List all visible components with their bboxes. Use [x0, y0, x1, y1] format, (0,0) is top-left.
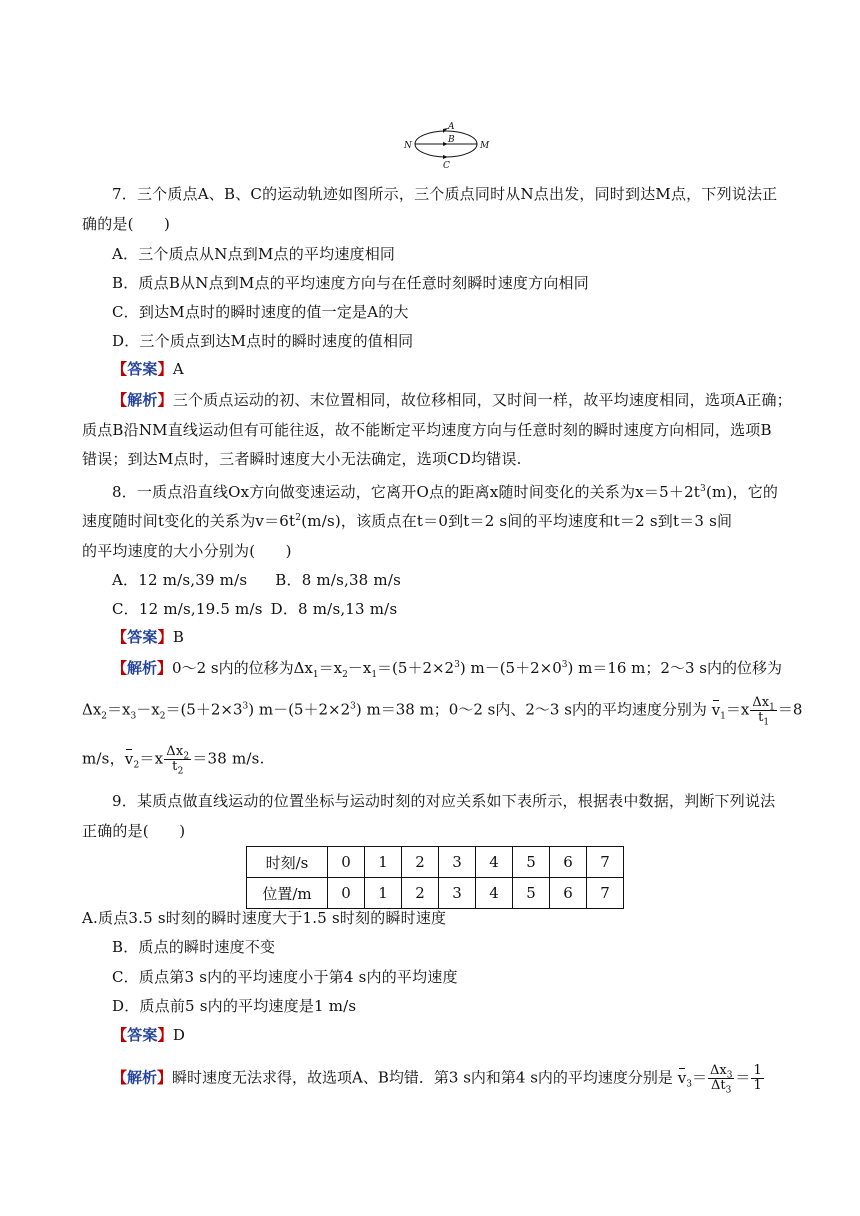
answer-tag: 【答案】 [112, 360, 173, 378]
table-cell: 4 [476, 847, 513, 878]
analysis-tag: 【解析】 [112, 659, 173, 677]
q9-stem-2: 正确的是( ) [82, 822, 186, 840]
table-cell: 5 [513, 878, 550, 909]
q7-stem-2: 确的是( ) [82, 215, 171, 233]
arrow-c-icon [443, 155, 448, 159]
table-cell: 2 [402, 847, 439, 878]
q7-answer-value: A [172, 360, 184, 378]
q9-answer-value: D [172, 1026, 186, 1044]
q9-option-c: C．质点第3 s内的平均速度小于第4 s内的平均速度 [112, 968, 458, 986]
q8-stem-2: 速度随时间t变化的关系为$v=6t^2(m/s)$，该质点在t＝0到t＝2 s间的平均速度和t＝2 s到t＝3 s间 [82, 512, 733, 530]
trajectory-figure [398, 120, 494, 170]
q7-analysis-2: 质点B沿NM直线运动但有可能往返，故不能断定平均速度方向与任意时刻的瞬时速度方向相同，选项B [82, 421, 772, 439]
q9-option-a: A.质点3.5 s时刻的瞬时速度大于1.5 s时刻的瞬时速度 [82, 909, 447, 927]
q8-options-ab [112, 570, 817, 590]
q8-analysis-1: 【解析】0～2 s内的位移为$\Delta x_1=x_2-x_1=(5+2\times 2^3)$ $m-(5+2\times 0^3)$ m＝16 m；2～3 s内的位移为 [112, 659, 782, 680]
table-cell: 7 [587, 878, 624, 909]
table-row [247, 847, 624, 878]
time-position-table [246, 846, 624, 909]
table-header-position: 位置/m [247, 878, 328, 909]
v1-fraction: $\frac{\Delta x_1}{t_1}$ [752, 695, 775, 728]
v3-symbol: v [677, 1068, 687, 1087]
q8-option-d: D．8 m/s,13 m/s [270, 600, 398, 618]
q9-option-b: B．质点的瞬时速度不变 [112, 938, 276, 956]
q7-analysis-1: 【解析】三个质点运动的初、末位置相同，故位移相同，又时间一样，故平均速度相同，选项A正确； [112, 391, 792, 409]
q8-answer-value: B [172, 628, 185, 646]
q9-answer [112, 1025, 817, 1045]
q7-analysis-3: 错误；到达M点时，三者瞬时速度大小无法确定，选项CD均错误. [82, 450, 522, 468]
label-m: M [480, 141, 490, 151]
table-header-time: 时刻/s [247, 847, 328, 878]
table-cell: 0 [328, 847, 365, 878]
q8-stem-3: 的平均速度的大小分别为( ) [82, 542, 292, 560]
table-row [247, 878, 624, 909]
table-cell: 1 [365, 847, 402, 878]
q9-option-d: D．质点前5 s内的平均速度是1 m/s [112, 997, 357, 1015]
table-cell: 2 [402, 878, 439, 909]
table-cell: 6 [550, 878, 587, 909]
label-c: C [443, 161, 450, 170]
q7-option-b: B．质点B从N点到M点的平均速度方向与在任意时刻瞬时速度方向相同 [112, 274, 589, 292]
answer-tag: 【答案】 [112, 1026, 173, 1044]
table-cell: 4 [476, 878, 513, 909]
v2-fraction: $\frac{\Delta x_2}{t_2}$ [166, 744, 190, 777]
q7-answer [112, 359, 817, 379]
q8-answer [112, 627, 817, 647]
q7-option-c: C．到达M点时的瞬时速度的值一定是A的大 [112, 303, 409, 321]
table-cell: 3 [439, 847, 476, 878]
table-cell: 1 [365, 878, 402, 909]
analysis-tag: 【解析】 [112, 1068, 173, 1087]
q8-analysis-2: $\Delta x_2=x_3-x_2=(5+2\times 3^3)$ $m-(5+2\times 2^3)$ m＝38 m；0～2 s内、2～3 s内的平均速度分别为 $v_1=x$ $\frac{\Delta x_1}{t_1}$ ＝8 [82, 695, 803, 728]
table-cell: 0 [328, 878, 365, 909]
v3-fraction: $\frac{\Delta x_3}{\Delta t_3}$ [709, 1063, 733, 1096]
q7-stem-1: 7．三个质点A、B、C的运动轨迹如图所示，三个质点同时从N点出发，同时到达M点，下列说法正 [112, 185, 778, 203]
table-cell: 7 [587, 847, 624, 878]
q8-stem-1: 8．一质点沿直线Ox方向做变速运动，它离开O点的距离x随时间变化的关系为$x=5+2t^3(m)$，它的 [112, 483, 779, 501]
label-b: B [448, 135, 455, 145]
answer-tag: 【答案】 [112, 628, 173, 646]
label-a: A [448, 122, 455, 132]
analysis-tag: 【解析】 [112, 391, 173, 409]
v2-symbol: v [124, 749, 134, 768]
q8-options-cd [112, 599, 817, 619]
q9-stem-1: 9．某质点做直线运动的位置坐标与运动时刻的对应关系如下表所示，根据表中数据，判断下列说法 [112, 792, 776, 810]
label-n: N [404, 141, 412, 151]
q8-analysis-3: m/s，$v_2=x$ $\frac{\Delta x_2}{t_2}$ ＝38 m/s. [82, 744, 265, 777]
table-cell: 6 [550, 847, 587, 878]
q9-analysis-1: 【解析】瞬时速度无法求得，故选项A、B均错．第3 s内和第4 s内的平均速度分别是 $v_3=$ $\frac{\Delta x_3}{\Delta t_3}$ ＝ $\frac{1}{1}$ [112, 1063, 762, 1096]
q7-option-a: A．三个质点从N点到M点的平均速度相同 [112, 245, 396, 263]
v1-symbol: v [711, 700, 721, 719]
table-cell: 5 [513, 847, 550, 878]
q8-option-c: C．12 m/s,19.5 m/s [112, 600, 263, 618]
q8-option-b: B．8 m/s,38 m/s [275, 571, 401, 589]
q7-option-d: D．三个质点到达M点时的瞬时速度的值相同 [112, 332, 414, 350]
one-fraction: $\frac{1}{1}$ [753, 1063, 762, 1093]
q8-option-a: A．12 m/s,39 m/s [112, 571, 248, 589]
table-cell: 3 [439, 878, 476, 909]
